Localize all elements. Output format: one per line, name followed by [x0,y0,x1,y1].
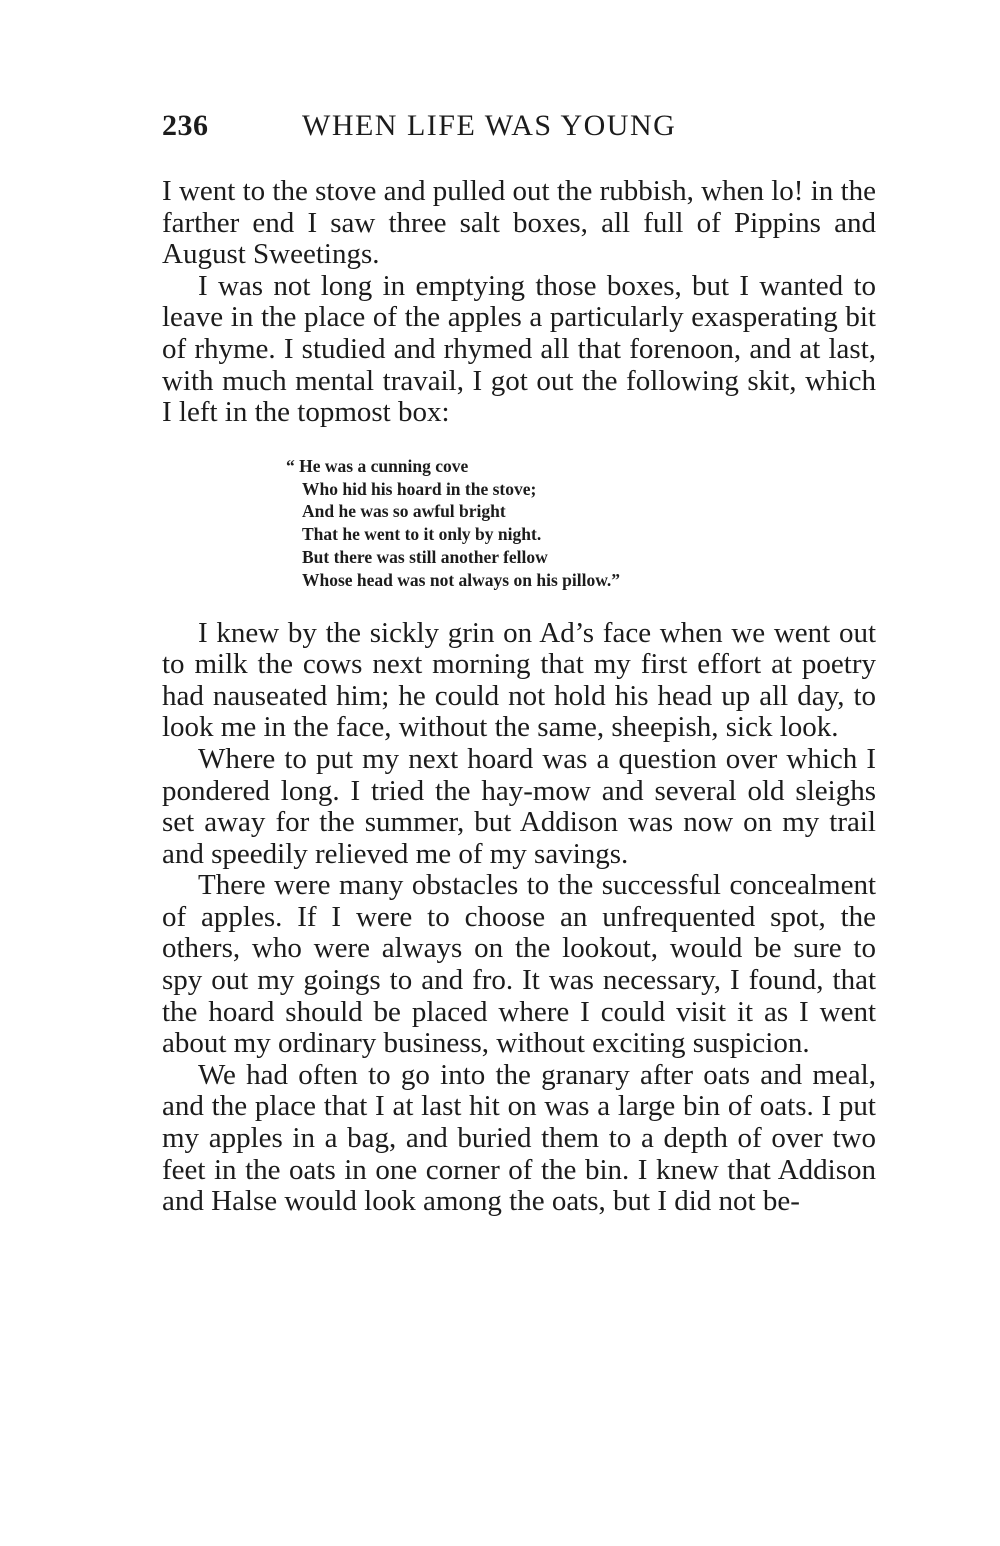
body-text [162,176,876,1218]
poem-line: But there was still another fellow [302,546,548,567]
page-header [162,106,876,146]
paragraph: We had often to go into the granary after oats and meal, and the place that I at last hit on was a large bin of oats. I put my apples in a bag, and buried them to a depth of over two feet in the oats in one corner of the bin. I knew that Addison and Halse would look among the oats, but I did not be- [162,1058,876,1218]
poem-line: Whose head was not always on his pillow.” [302,569,620,590]
book-page [162,0,876,1546]
poem-line: “ He was a cunning cove [286,455,469,476]
poem-line: That he went to it only by night. [302,524,542,545]
paragraph: There were many obstacles to the successful concealment of apples. If I were to choose an unfrequented spot, the others, who were always on the lookout, would be sure to spy out my goings to and fro. It was necessary, I found, that the hoard should be placed where I could visit it as I went about my ordinary business, without exciting suspicion. [162,869,876,1060]
paragraph: I went to the stove and pulled out the rubbish, when lo! in the farther end I saw three salt boxes, all full of Pippins and August Sweetings. [162,175,876,271]
running-head: WHEN LIFE WAS YOUNG [302,109,677,142]
poem-line: Who hid his hoard in the stove; [302,478,537,499]
poem [286,455,876,592]
paragraph: I knew by the sickly grin on Ad’s face when we went out to milk the cows next morning that my first effort at poetry had nauseated him; he could not hold his head up all day, to look me in the face, without the same, sheepish, sick look. [162,616,876,744]
poem-line: And he was so awful bright [302,501,506,522]
paragraph: I was not long in emptying those boxes, but I wanted to leave in the place of the apples a particularly exasperating bit of rhyme. I studied and rhymed all that forenoon, and at last, with much mental travail, I got out the following skit, which I left in the topmost box: [162,269,876,429]
paragraph: Where to put my next hoard was a question over which I pondered long. I tried the hay-mow and several old sleighs set away for the summer, but Addison was now on my trail and speedily relieved me of my savings. [162,742,876,870]
page-number: 236 [162,109,209,142]
